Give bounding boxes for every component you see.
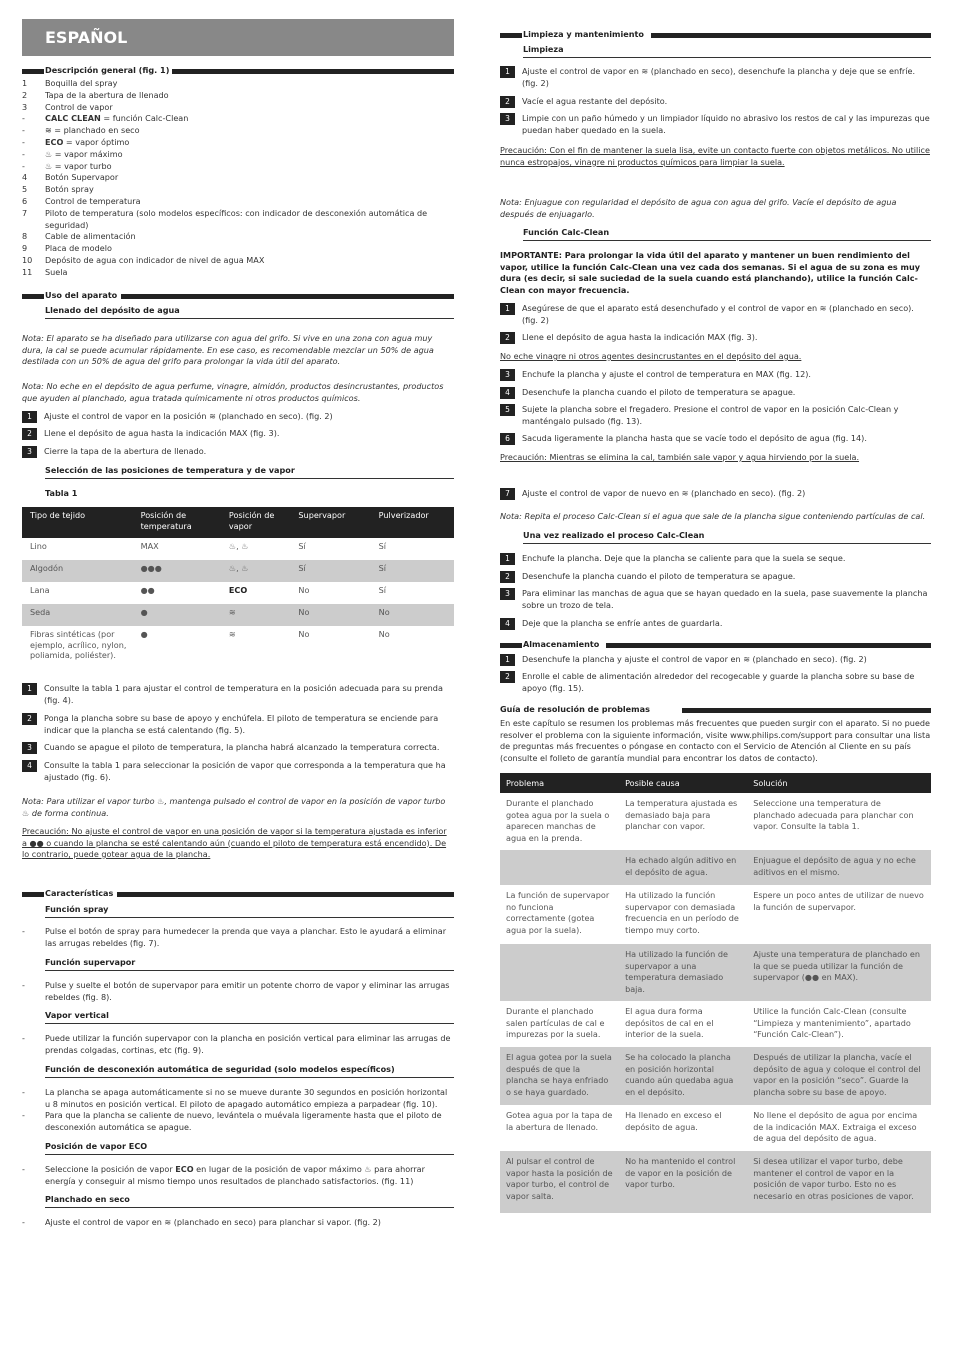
section-heading-uso [22,291,454,301]
item-key: 1 [22,78,28,88]
supervapor-text: Pulse y suelte el botón de supervapor para emitir un potente chorro de vapor y eliminar las arrugas rebeldes (fig. 8). [45,980,450,1002]
eco-text-b: ECO [175,1164,194,1174]
step-text: Cuando se apague el piloto de temperatura, la plancha habrá alcanzado la temperatura correcta. [44,742,440,752]
item-key: - [22,125,25,136]
subheading-vertical: Vapor vertical [45,1010,454,1024]
table-row [500,850,931,885]
table-header-cell: Tipo de tejido [22,507,133,538]
item-text: = vapor máximo [52,148,123,159]
almacen-heading-text: Almacenamiento [523,639,600,649]
table-header-cell: Posición de vapor [221,507,291,538]
after-step-3: 3 Para eliminar las manchas de agua que se hayan quedado en la suela, pase suavemente la plancha sobre un trozo de tela. [500,588,931,611]
step-text: Desenchufe la plancha cuando el piloto de temperatura se apague. [522,387,796,397]
calc-step-2: 2 Llene el depósito de agua hasta la indicación MAX (fig. 3). [500,332,931,344]
step-text: Consulte la tabla 1 para ajustar el control de temperatura en la posición adecuada para su prenda (fig. 4). [44,683,443,705]
table-cell: Espere un poco antes de utilizar de nuevo la función de supervapor. [753,890,924,912]
description-item [22,196,454,208]
item-key: 4 [22,172,28,183]
item-bold-label: ECO [45,136,64,147]
table-row [500,1047,931,1105]
table-cell: No [371,604,454,626]
spray-text: Pulse el botón de spray para humedecer la prenda que vaya a planchar. Esto le ayudará a eliminar las arrugas rebeldes (fig. 7). [45,926,447,948]
table-cell: Durante el planchado salen partículas de cal e impurezas por la suela. [506,1006,605,1039]
step-text: Asegúrese de que el aparato está desenchufado y el control de vapor en ≋ (planchado en seco). (fig. 2) [522,303,914,325]
fabric-table [22,507,454,666]
troubleshooting-intro: En este capítulo se resumen los problemas más frecuentes que pueden surgir con el aparato. Si no puede resolver el problema con la siguiente información, visite www.philips.com/support para consultar una lista de preguntas más frecuentes o póngase en contacto con el Servicio de Atención al Cliente en su país (consulte el folleto de garantía mundial para encontrar los datos de contacto). [500,718,931,763]
item-bold-label: CALC CLEAN [45,113,101,124]
item-key: - [22,136,25,147]
table-cell: La función de supervapor no funciona correctamente (gotea agua por la suela). [506,890,610,935]
table-row [500,1151,931,1213]
description-item [22,267,454,279]
table-header-cell: Posición de temperatura [133,507,221,538]
step-text: Ponga la plancha sobre su base de apoyo y enchúfela. El piloto de temperatura se enciende para indicar que la plancha se está calentando (fig. 5). [44,713,439,735]
table-cell: ≋ [221,604,291,626]
after-step-2: 2 Desenchufe la plancha cuando el piloto de temperatura se apague. [500,571,931,583]
description-item [22,231,454,243]
table-header-cell: Problema [500,773,619,793]
table-cell: ●●● [133,560,221,582]
caracteristicas-heading-text: Características [45,888,114,898]
step-1-temp: 1 Consulte la tabla 1 para ajustar el control de temperatura en la posición adecuada para su prenda (fig. 4). [22,683,454,706]
guia-heading-text: Guía de resolución de problemas [500,704,650,714]
item-key: 10 [22,254,33,265]
table-cell: Ajuste una temperatura de planchado en la que se pueda utilizar la función de supervapor (●● en MAX). [747,944,931,1001]
step-3-temp: 3 Cuando se apague el piloto de temperatura, la plancha habrá alcanzado la temperatura correcta. [22,742,454,754]
table-cell: ● [140,629,148,639]
table-row [500,944,931,1001]
table-cell: Algodón [22,560,133,582]
table-cell: Gotea agua por la tapa de la abertura de llenado. [506,1110,613,1132]
description-item [22,184,454,196]
item-text: Suela [45,266,68,277]
table-cell: El agua gotea por la suela después de que la plancha se haya enfriado o se haya guardado. [500,1047,619,1105]
step-text: Ajuste el control de vapor en ≋ (planchado en seco), desenchufe la plancha y deje que se enfríe. (fig. 2) [522,66,916,88]
table-cell: Sí [378,585,387,595]
item-text: Botón spray [45,184,94,195]
troubleshooting-table [500,773,931,1213]
table-cell: Seda [22,604,133,626]
eco-text-item: - Seleccione la posición de vapor ECO en lugar de la posición de vapor máximo ♨ para ahorrar energía y conseguir al mismo tiempo unos resultados de planchado satisfactorios. (fig. 11) [22,1164,454,1187]
item-text: Control de vapor [45,101,113,112]
section-heading-description [22,66,454,76]
subheading-after-calc: Una vez realizado el proceso Calc-Clean [523,530,931,544]
item-text: Botón Supervapor [45,172,119,183]
item-key: 9 [22,243,28,254]
subheading-eco: Posición de vapor ECO [45,1141,454,1155]
table-cell: Sí [378,541,387,551]
table-row [500,793,931,850]
table-cell: Se ha colocado la plancha en posición horizontal cuando aún quedaba agua en el depósito. [619,1047,747,1105]
calc-step-5: 5 Sujete la plancha sobre el fregadero. Presione el control de vapor en la posición Calc-Clean y manténgalo pulsado (fig. 13). [500,404,931,427]
description-item [22,102,454,114]
step-text: Sacuda ligeramente la plancha hasta que se vacíe todo el depósito de agua (fig. 14). [522,433,867,443]
table-cell: MAX [140,541,159,551]
table-cell: Enjuague el depósito de agua y no eche aditivos en el mismo. [747,850,931,885]
table-cell: No [378,629,390,639]
table-header-cell: Solución [747,773,931,793]
table-cell: Fibras sintéticas (por ejemplo, acrílico, nylon, poliamida, poliéster). [30,629,127,660]
table-cell: Utilice la función Calc-Clean (consulte “Limpieza y mantenimiento”, apartado “Función Calc-Clean”). [753,1006,911,1039]
table-cell: ● [133,604,221,626]
step-text: Enchufe la plancha. Deje que la plancha se caliente para que la suela se seque. [522,553,846,563]
table-cell: No llene el depósito de agua por encima de la indicación MAX. Extraiga el exceso de agua del depósito de agua. [753,1110,918,1143]
seco-text-item: - Ajuste el control de vapor en ≋ (planchado en seco) para planchar si vapor. (fig. 2) [22,1217,454,1229]
item-key: - [22,160,25,171]
step-text: Desenchufe la plancha y ajuste el control de vapor en ≋ (planchado en seco). (fig. 2) [522,654,867,664]
item-text: Tapa de la abertura de llenado [45,89,169,100]
note-no-perfume: Nota: No eche en el depósito de agua perfume, vinagre, almidón, productos desincrustantes, productos que ayuden al planchado, agua tratada químicamente ni otros productos químicos. [22,381,444,403]
description-item [22,172,454,184]
calc-step-1: 1 Asegúrese de que el aparato está desenchufado y el control de vapor en ≋ (planchado en seco). (fig. 2) [500,303,931,326]
step-text: Vacíe el agua restante del depósito. [522,96,668,106]
clean-step-3: 3 Limpie con un paño húmedo y un limpiador líquido no abrasivo los restos de cal y las impurezas que puedan haber quedado en la suela. [500,113,931,136]
table-row [500,1001,931,1047]
step-text: Ajuste el control de vapor en la posición ≋ (planchado en seco). (fig. 2) [44,411,333,421]
step-text: Ajuste el control de vapor de nuevo en ≋ (planchado en seco). (fig. 2) [522,488,806,498]
item-text: = vapor turbo [52,160,112,171]
description-item [22,90,454,102]
storage-step-1: 1 Desenchufe la plancha y ajuste el control de vapor en ≋ (planchado en seco). (fig. 2) [500,654,931,666]
caution-steam: Precaución: No ajuste el control de vapor en una posición de vapor si la temperatura ajustada es inferior a ●● o cuando la plancha se esté calentando aún (cuando el piloto de temperatura está encendido). De lo contrario, puede gotear agua de la plancha. [22,826,447,859]
step-text: Llene el depósito de agua hasta la indicación MAX (fig. 3). [522,332,758,342]
vertical-text-item: - Puede utilizar la función supervapor con la plancha en posición vertical para eliminar las arrugas de prendas colgadas, cortinas, etc (fig. 9). [22,1033,454,1056]
desconexion-text-2: Para que la plancha se caliente de nuevo, levántela o muévala ligeramente hasta que el piloto de desconexión automática se apague. [45,1110,442,1132]
table-cell: Al pulsar el control de vapor hasta la posición de vapor turbo, el control de vapor salta. [500,1151,619,1213]
table-cell: El agua dura forma depósitos de cal en el interior de la suela. [625,1006,714,1039]
item-text: = planchado en seco [51,125,140,136]
subheading-calc-clean: Función Calc-Clean [523,227,931,241]
item-text: = función Calc-Clean [100,113,189,124]
step-text: Limpie con un paño húmedo y un limpiador líquido no abrasivo los restos de cal y las impurezas que puedan haber quedado en la suela. [522,113,930,135]
table-cell: Durante el planchado gotea agua por la suela o aparecen manchas de agua en la prenda. [506,798,610,843]
table-row [22,582,454,604]
language-banner [22,19,454,56]
item-key: 5 [22,184,28,195]
step-text: Enrolle el cable de alimentación alrededor del recogecable y guarde la plancha sobre su base de apoyo (fig. 15). [522,671,915,693]
important-calc-clean: IMPORTANTE: Para prolongar la vida útil del aparato y mantener un buen rendimiento del vapor, utilice la función Calc-Clean una vez cada dos semanas. Si el agua de su zona es muy dura (es decir, si sale suciedad de la suela cuando está planchando), utilice la función Calc-Clean con mayor frecuencia. [500,250,920,295]
table-cell: No ha mantenido el control de vapor en la posición de vapor turbo. [619,1151,747,1213]
table-cell: ♨, ♨ [228,541,249,551]
table-row [22,626,454,666]
table-row [22,538,454,560]
note-turbo: Nota: Para utilizar el vapor turbo ♨, mantenga pulsado el control de vapor en la posición de vapor turbo ♨ de forma continua. [22,796,446,818]
item-key: 2 [22,89,28,100]
storage-step-2: 2 Enrolle el cable de alimentación alrededor del recogecable y guarde la plancha sobre su base de apoyo (fig. 15). [500,671,931,694]
table-header-cell: Posible causa [619,773,747,793]
subheading-desconexion: Función de desconexión automática de seguridad (solo modelos específicos) [45,1064,454,1078]
calc-step-6: 6 Sacuda ligeramente la plancha hasta que se vacíe todo el depósito de agua (fig. 14). [500,433,931,445]
item-key: 6 [22,195,28,206]
table-cell: Después de utilizar la plancha, vacíe el depósito de agua y coloque el control del vapor en la posición “seco”. Guarde la plancha sobre su base de apoyo. [747,1047,931,1105]
note-repeat: Nota: Repita el proceso Calc-Clean si el agua que sale de la plancha sigue conteniendo partículas de cal. [500,511,926,521]
step-3-fill: 3 Cierre la tapa de la abertura de llenado. [22,446,454,458]
after-step-1: 1 Enchufe la plancha. Deje que la plancha se caliente para que la suela se seque. [500,553,931,565]
table-cell: Lana [30,585,50,595]
item-key: 11 [22,266,33,277]
step-text: Consulte la tabla 1 para seleccionar la posición de vapor que corresponda a la temperatura que ha ajustado (fig. 6). [44,760,446,782]
table-cell: Sí [298,541,306,551]
description-item [22,137,454,149]
no-vinegar-warning: No eche vinagre ni otros agentes desincrustantes en el depósito del agua. [500,351,802,361]
steam-symbol-icon: ♨ [45,161,53,171]
table-cell: Sí [290,560,370,582]
vertical-text: Puede utilizar la función supervapor con la plancha en posición vertical para eliminar las arrugas de prendas colgadas, cortinas, etc (fig. 9). [45,1033,451,1055]
item-key: 3 [22,101,28,112]
description-heading-text: Descripción general (fig. 1) [45,65,170,75]
steam-symbol-icon: ♨ [45,149,53,159]
steam-symbol-icon: ≋ [45,126,52,136]
caution-soleplate: Precaución: Con el fin de mantener la suela lisa, evite un contacto fuerte con objetos metálicos. No utilice nunca estropajos, vinagre ni productos químicos para limpiar la suela. [500,145,930,167]
uso-heading-text: Uso del aparato [45,290,118,300]
item-text: Placa de modelo [45,243,112,254]
table-cell: Ha utilizado la función supervapor con demasiada frecuencia en un período de tiempo muy corto. [625,890,739,935]
desconexion-text-1: La plancha se apaga automáticamente si no se mueve durante 30 segundos en posición horizontal u 8 minutos en posición vertical. El piloto de apagado automático empieza a parpadear (fig. 10). [45,1087,448,1109]
step-text: Sujete la plancha sobre el fregadero. Presione el control de vapor en la posición Calc-Clean y manténgalo pulsado (fig. 13). [522,404,899,426]
step-2-temp: 2 Ponga la plancha sobre su base de apoyo y enchúfela. El piloto de temperatura se enciende para indicar que la plancha se está calentando (fig. 5). [22,713,454,736]
subheading-seco: Planchado en seco [45,1194,454,1208]
calc-step-3: 3 Enchufe la plancha y ajuste el control de temperatura en MAX (fig. 12). [500,369,931,381]
table-cell: Seleccione una temperatura de planchado adecuada para planchar con vapor. Consulte la tabla 1. [753,798,914,831]
step-text: Desenchufe la plancha cuando el piloto de temperatura se apague. [522,571,796,581]
description-item [22,125,454,137]
step-1-fill: 1 Ajuste el control de vapor en la posición ≋ (planchado en seco). (fig. 2) [22,411,454,423]
table-cell [500,850,619,885]
section-heading-caracteristicas [22,889,454,899]
limpieza-heading-text: Limpieza y mantenimiento [523,29,644,39]
spray-text-item: - Pulse el botón de spray para humedecer la prenda que vaya a planchar. Esto le ayudará a eliminar las arrugas rebeldes (fig. 7). [22,926,454,949]
eco-text-c: en lugar de la posición de vapor máximo ♨ para ahorrar energía y conseguir al mismo tiempo unos resultados de planchado satisfactorios. (fig. 11) [45,1164,425,1186]
item-text: Cable de alimentación [45,231,136,242]
description-item [22,161,454,173]
item-text: Control de temperatura [45,195,141,206]
description-item [22,113,454,125]
table-header-cell: Supervapor [290,507,370,538]
step-text: Para eliminar las manchas de agua que se hayan quedado en la suela, pase suavemente la plancha sobre un trozo de tela. [522,588,928,610]
description-list [22,78,454,279]
table-row [22,604,454,626]
section-heading-limpieza [500,30,931,40]
language-title: ESPAÑOL [45,28,128,47]
table-cell: Ha echado algún aditivo en el depósito de agua. [619,850,747,885]
subheading-supervapor: Función supervapor [45,957,454,971]
step-4-temp: 4 Consulte la tabla 1 para seleccionar la posición de vapor que corresponda a la temperatura que ha ajustado (fig. 6). [22,760,454,783]
item-text: Depósito de agua con indicador de nivel de agua MAX [45,254,265,265]
note-rinse: Nota: Enjuague con regularidad el depósito de agua con agua del grifo. Vacíe el depósito de agua después de enjuagarlo. [500,197,897,219]
table-cell: Lino [30,541,47,551]
table-cell [500,944,619,1001]
eco-text [45,1164,454,1187]
desconexion-text-2-item: - Para que la plancha se caliente de nuevo, levántela o muévala ligeramente hasta que el piloto de desconexión automática se apague. [22,1110,454,1133]
table-cell: La temperatura ajustada es demasiado baja para planchar con vapor. [625,798,738,831]
table-cell: No [298,629,310,639]
table-row [22,560,454,582]
clean-step-2: 2 Vacíe el agua restante del depósito. [500,96,931,108]
table-cell: ●● [140,585,155,595]
table-header-cell: Pulverizador [371,507,454,538]
calc-step-4: 4 Desenchufe la plancha cuando el piloto de temperatura se apague. [500,387,931,399]
table-row [500,885,931,944]
item-key: 8 [22,231,28,242]
description-item [22,208,454,232]
note-tap-water: Nota: El aparato se ha diseñado para utilizarse con agua del grifo. Si vive en una zona con agua muy dura, la cal se puede acumular rápidamente. En ese caso, es recomendable mezclar un 50% de agua destilada con un 50% de agua del grifo para prolongar la vida útil del aparato. [22,333,434,366]
step-text: Enchufe la plancha y ajuste el control de temperatura en MAX (fig. 12). [522,369,811,379]
table-cell: Si desea utilizar el vapor turbo, debe mantener el control de vapor en la posición de vapor turbo. Esto no es necesario en otras posiciones de vapor. [747,1151,931,1213]
table-cell: Ha utilizado la función de supervapor a una temperatura demasiado baja. [619,944,747,1001]
step-text: Cierre la tapa de la abertura de llenado. [44,446,207,456]
step-text: Deje que la plancha se enfríe antes de guardarla. [522,618,723,628]
item-text: Boquilla del spray [45,78,118,88]
item-key: 7 [22,207,28,218]
section-heading-guia [500,705,931,715]
table-cell: Sí [371,560,454,582]
eco-text-a: Seleccione la posición de vapor [45,1164,176,1174]
subheading-llenado: Llenado del depósito de agua [45,305,454,319]
description-item [22,149,454,161]
description-item [22,255,454,267]
description-item [22,243,454,255]
description-item [22,78,454,90]
clean-step-1: 1 Ajuste el control de vapor en ≋ (planchado en seco), desenchufe la plancha y deje que se enfríe. (fig. 2) [500,66,931,89]
section-heading-almacenamiento [500,640,931,650]
seco-text: Ajuste el control de vapor en ≋ (planchado en seco) para planchar si vapor. (fig. 2) [45,1217,381,1227]
table-cell: No [290,604,370,626]
table-cell: ♨, ♨ [221,560,291,582]
after-step-4: 4 Deje que la plancha se enfríe antes de guardarla. [500,618,931,630]
table-cell: No [298,585,310,595]
calc-step-7: 7 Ajuste el control de vapor de nuevo en ≋ (planchado en seco). (fig. 2) [500,488,931,500]
step-text: Llene el depósito de agua hasta la indicación MAX (fig. 3). [44,428,280,438]
item-text: Piloto de temperatura (solo modelos específicos: con indicador de desconexión automática de seguridad) [45,207,428,230]
item-text: = vapor óptimo [63,136,130,147]
subheading-seleccion: Selección de las posiciones de temperatura y de vapor [45,465,454,479]
subheading-limpieza: Limpieza [523,44,931,58]
step-2-fill: 2 Llene el depósito de agua hasta la indicación MAX (fig. 3). [22,428,454,440]
supervapor-text-item: - Pulse y suelte el botón de supervapor para emitir un potente chorro de vapor y eliminar las arrugas rebeldes (fig. 8). [22,980,454,1003]
table-cell: Ha llenado en exceso el depósito de agua. [625,1110,722,1132]
desconexion-text-1-item: - La plancha se apaga automáticamente si no se mueve durante 30 segundos en posición horizontal u 8 minutos en posición vertical. El piloto de apagado automático empieza a parpadear (fig. 10). [22,1087,454,1110]
item-key: - [22,148,25,159]
table-cell: ECO [228,585,248,595]
item-key: - [22,113,25,124]
caution-boiling: Precaución: Mientras se elimina la cal, también sale vapor y agua hirviendo por la suela. [500,452,860,462]
table-row [500,1105,931,1151]
table-1-label: Tabla 1 [45,488,78,498]
subheading-spray: Función spray [45,904,454,918]
table-cell: ≋ [228,629,236,639]
